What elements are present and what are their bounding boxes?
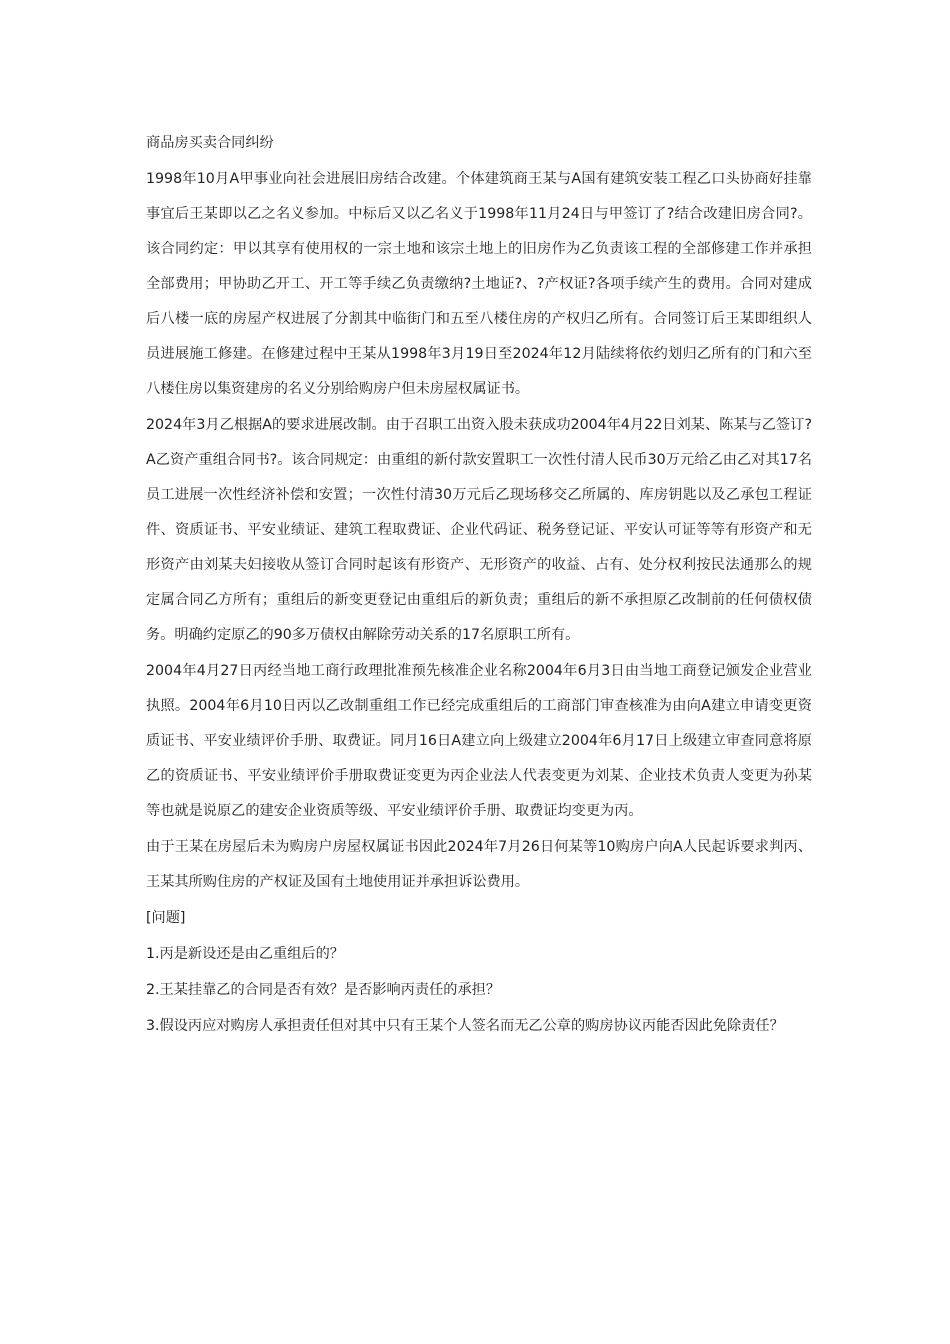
paragraph-background-1998: 1998年10月A甲事业向社会进展旧房结合改建。个体建筑商王某与A国有建筑安装工程乙口头协商好挂靠事宜后王某即以乙之名义参加。中标后又以乙名义于1998年11月24日与甲签订了?结合改建旧房合同?。该合同约定：甲以其享有使用权的一宗土地和该宗土地上的旧房作为乙负责该工程的全部修建工作并承担全部费用；甲协助乙开工、开工等手续乙负责缴纳?土地证?、?产权证?各项手续产生的费用。合同对建成后八楼一底的房屋产权进展了分割其中临街门和五至八楼住房的产权归乙所有。合同签订后王某即组织人员进展施工修建。在修建过程中王某从1998年3月19日至2024年12月陆续将依约划归乙所有的门和六至八楼住房以集资建房的名义分别给购房户但未房屋权属证书。	[146, 171, 812, 397]
question-1: 1.丙是新设还是由乙重组后的？	[146, 946, 344, 962]
document-title: 商品房买卖合同纠纷	[146, 135, 274, 151]
paragraph-lawsuit: 由于王某在房屋后未为购房户房屋权属证书因此2024年7月26日何某等10购房户向A人民起诉要求判丙、王某其所购住房的产权证及国有土地使用证并承担诉讼费用。	[146, 839, 812, 890]
questions-heading: [问题]	[146, 910, 186, 926]
paragraph-registration: 2004年4月27日丙经当地工商行政理批准预先核准企业名称2004年6月3日由当地工商登记颁发企业营业执照。2004年6月10日丙以乙改制重组工作已经完成重组后的工商部门审查核准为由向A建立申请变更资质证书、平安业绩评价手册、取费证。同月16日A建立向上级建立2004年6月17日上级建立审查同意将原乙的资质证书、平安业绩评价手册取费证变更为丙企业法人代表变更为刘某、企业技术负责人变更为孙某等也就是说原乙的建安企业资质等级、平安业绩评价手册、取费证均变更为丙。	[146, 663, 812, 819]
paragraph-restructuring: 2024年3月乙根据A的要求进展改制。由于召职工出资入股未获成功2004年4月22日刘某、陈某与乙签订?A乙资产重组合同书?。该合同规定：由重组的新付款安置职工一次性付清人民币30万元给乙由乙对其17名员工进展一次性经济补偿和安置；一次性付清30万元后乙现场移交乙所属的、库房钥匙以及乙承包工程证件、资质证书、平安业绩证、建筑工程取费证、企业代码证、税务登记证、平安认可证等等有形资产和无形资产由刘某夫妇接收从签订合同时起该有形资产、无形资产的收益、占有、处分权利按民法通那么的规定属合同乙方所有；重组后的新变更登记由重组后的新负责；重组后的新不承担原乙改制前的任何债权债务。明确约定原乙的90多万债权由解除劳动关系的17名原职工所有。	[146, 417, 812, 643]
question-3: 3.假设丙应对购房人承担责任但对其中只有王某个人签名而无乙公章的购房协议丙能否因此免除责任？	[146, 1018, 784, 1034]
document-body	[146, 126, 812, 1045]
question-2: 2.王某挂靠乙的合同是否有效？是否影响丙责任的承担？	[146, 982, 501, 998]
